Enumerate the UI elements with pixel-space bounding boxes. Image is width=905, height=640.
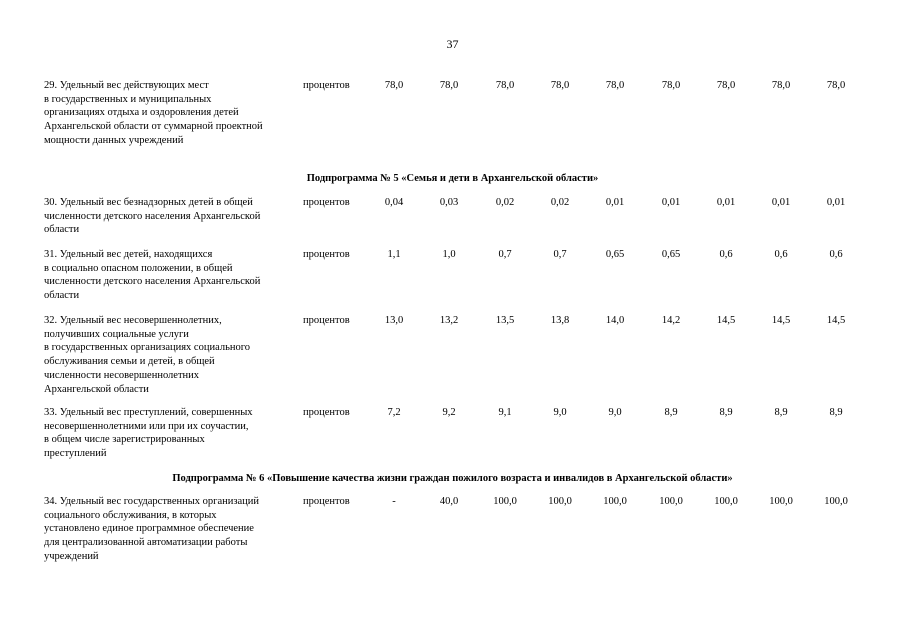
- label-line: организациях отдыха и оздоровления детей: [44, 107, 239, 119]
- value-cell: 0,01: [605, 197, 625, 208]
- value-cell: 13,5: [495, 315, 515, 326]
- label-line: области: [44, 290, 80, 302]
- value-cell: 0,6: [829, 249, 843, 260]
- value-cell: 78,0: [439, 80, 459, 91]
- label-line: обслуживания семьи и детей, в общей: [44, 356, 215, 368]
- value-cell: 100,0: [769, 496, 793, 507]
- value-cell: 13,8: [550, 315, 570, 326]
- value-cell: 0,01: [771, 197, 791, 208]
- value-cell: 0,01: [826, 197, 846, 208]
- value-cell: 14,5: [771, 315, 791, 326]
- subprogram-heading: Подпрограмма № 6 «Повышение качества жизни граждан пожилого возраста и инвалидов в Архангельской области»: [172, 473, 733, 484]
- label-line: несовершеннолетними или при их соучастии,: [44, 420, 249, 432]
- value-cell: 0,7: [498, 249, 512, 260]
- label-line: мощности данных учреждений: [44, 134, 184, 146]
- indicator-label: [44, 79, 294, 148]
- value-cell: 0,01: [716, 197, 736, 208]
- value-cell: 78,0: [550, 80, 570, 91]
- value-cell: 0,02: [495, 197, 515, 208]
- label-line: в общем числе зарегистрированных: [44, 434, 205, 446]
- label-line: 32. Удельный вес несовершеннолетних,: [44, 315, 222, 326]
- value-cell: 0,01: [661, 197, 681, 208]
- page-number: 37: [446, 37, 459, 51]
- value-cell: 13,0: [384, 315, 404, 326]
- unit-cell: процентов: [303, 197, 350, 208]
- label-line: в государственных и муниципальных: [44, 93, 212, 105]
- unit-cell: процентов: [303, 496, 350, 507]
- value-cell: 0,65: [661, 249, 681, 260]
- value-cell: 8,9: [829, 407, 843, 418]
- value-cell: 8,9: [719, 407, 733, 418]
- value-cell: 100,0: [824, 496, 848, 507]
- value-cell: 0,02: [550, 197, 570, 208]
- value-cell: 0,04: [384, 197, 404, 208]
- value-cell: 40,0: [439, 496, 459, 507]
- unit-cell: процентов: [303, 407, 350, 418]
- value-cell: 100,0: [659, 496, 683, 507]
- value-cell: 9,2: [442, 407, 456, 418]
- value-cell: 78,0: [716, 80, 736, 91]
- label-line: в социально опасном положении, в общей: [44, 262, 233, 274]
- value-cell: 100,0: [548, 496, 572, 507]
- value-cell: 1,0: [442, 249, 456, 260]
- value-cell: 78,0: [384, 80, 404, 91]
- label-line: 30. Удельный вес безнадзорных детей в общей: [44, 197, 253, 208]
- value-cell: 100,0: [714, 496, 738, 507]
- value-cell: 78,0: [826, 80, 846, 91]
- label-line: социального обслуживания, в которых: [44, 509, 217, 521]
- indicator-label: [44, 406, 294, 461]
- value-cell: 100,0: [493, 496, 517, 507]
- indicator-label: [44, 314, 294, 396]
- value-cell: 0,03: [439, 197, 459, 208]
- value-cell: 0,6: [774, 249, 788, 260]
- value-cell: -: [392, 496, 396, 507]
- label-line: учреждений: [44, 550, 99, 562]
- label-line: для централизованной автоматизации работы: [44, 537, 248, 549]
- value-cell: 14,5: [826, 315, 846, 326]
- value-cell: 78,0: [661, 80, 681, 91]
- value-cell: 9,0: [608, 407, 622, 418]
- label-line: численности детского населения Архангельской: [44, 210, 261, 222]
- label-line: 33. Удельный вес преступлений, совершенных: [44, 407, 253, 418]
- value-cell: 14,5: [716, 315, 736, 326]
- value-cell: 9,0: [553, 407, 567, 418]
- value-cell: 78,0: [605, 80, 625, 91]
- value-cell: 9,1: [498, 407, 512, 418]
- value-cell: 8,9: [774, 407, 788, 418]
- value-cell: 0,7: [553, 249, 567, 260]
- label-line: численности детского населения Архангельской: [44, 276, 261, 288]
- label-line: установлено единое программное обеспечение: [44, 523, 254, 535]
- value-cell: 0,65: [605, 249, 625, 260]
- value-cell: 8,9: [664, 407, 678, 418]
- label-line: получивших социальные услуги: [44, 328, 189, 340]
- label-line: 34. Удельный вес государственных организаций: [44, 496, 260, 507]
- value-cell: 14,0: [605, 315, 625, 326]
- label-line: области: [44, 224, 80, 236]
- indicator-label: [44, 495, 294, 564]
- indicator-label: [44, 196, 294, 237]
- label-line: численности несовершеннолетних: [44, 369, 200, 381]
- value-cell: 13,2: [439, 315, 459, 326]
- value-cell: 1,1: [387, 249, 401, 260]
- value-cell: 78,0: [495, 80, 515, 91]
- label-line: 29. Удельный вес действующих мест: [44, 80, 209, 91]
- label-line: Архангельской области от суммарной проектной: [44, 121, 263, 133]
- unit-cell: процентов: [303, 315, 350, 326]
- value-cell: 100,0: [603, 496, 627, 507]
- unit-cell: процентов: [303, 249, 350, 260]
- unit-cell: процентов: [303, 80, 350, 91]
- label-line: 31. Удельный вес детей, находящихся: [44, 249, 213, 260]
- value-cell: 0,6: [719, 249, 733, 260]
- value-cell: 14,2: [661, 315, 681, 326]
- indicator-label: [44, 248, 294, 303]
- value-cell: 78,0: [771, 80, 791, 91]
- label-line: преступлений: [44, 448, 107, 460]
- subprogram-heading: Подпрограмма № 5 «Семья и дети в Архангельской области»: [306, 173, 599, 184]
- label-line: в государственных организациях социального: [44, 342, 251, 354]
- label-line: Архангельской области: [44, 383, 149, 395]
- value-cell: 7,2: [387, 407, 401, 418]
